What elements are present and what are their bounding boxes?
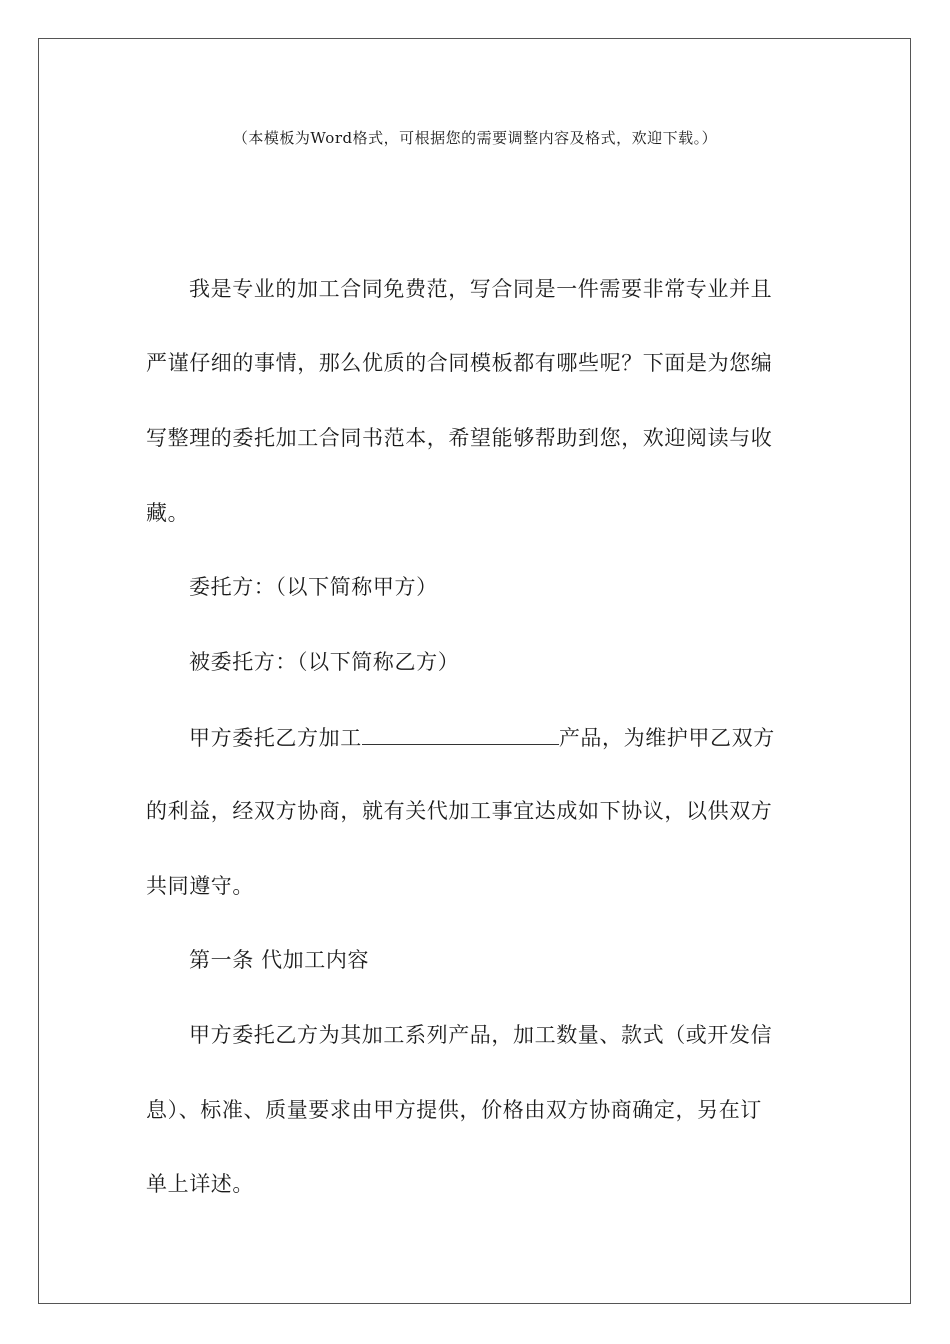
intro-line-2: 严谨仔细的事情，那么优质的合同模板都有哪些呢？下面是为您编 <box>146 351 773 375</box>
purpose-line-3: 共同遵守。 <box>146 874 254 898</box>
purpose-prefix: 甲方委托乙方加工 <box>189 726 362 750</box>
intro-line-4: 藏。 <box>146 501 190 525</box>
contractor-party: 被委托方：（以下简称乙方） <box>189 650 460 674</box>
article-1-line-3: 单上详述。 <box>146 1172 254 1196</box>
client-party: 委托方：（以下简称甲方） <box>189 575 438 599</box>
intro-line-3: 写整理的委托加工合同书范本，希望能够帮助到您，欢迎阅读与收 <box>146 426 773 450</box>
purpose-line-2: 的利益，经双方协商，就有关代加工事宜达成如下协议，以供双方 <box>146 799 773 823</box>
product-blank-field[interactable] <box>362 722 559 745</box>
purpose-suffix: 产品，为维护甲乙双方 <box>558 726 775 750</box>
intro-line-1: 我是专业的加工合同免费范，写合同是一件需要非常专业并且 <box>189 277 773 301</box>
template-note: （本模板为Word格式，可根据您的需要调整内容及格式，欢迎下载。） <box>232 129 718 147</box>
article-1-line-1: 甲方委托乙方为其加工系列产品，加工数量、款式（或开发信 <box>189 1023 773 1047</box>
purpose-line-1 <box>189 722 775 753</box>
article-1-line-2: 息）、标准、质量要求由甲方提供，价格由双方协商确定，另在订 <box>146 1098 762 1122</box>
article-1-title: 第一条 代加工内容 <box>189 948 370 972</box>
